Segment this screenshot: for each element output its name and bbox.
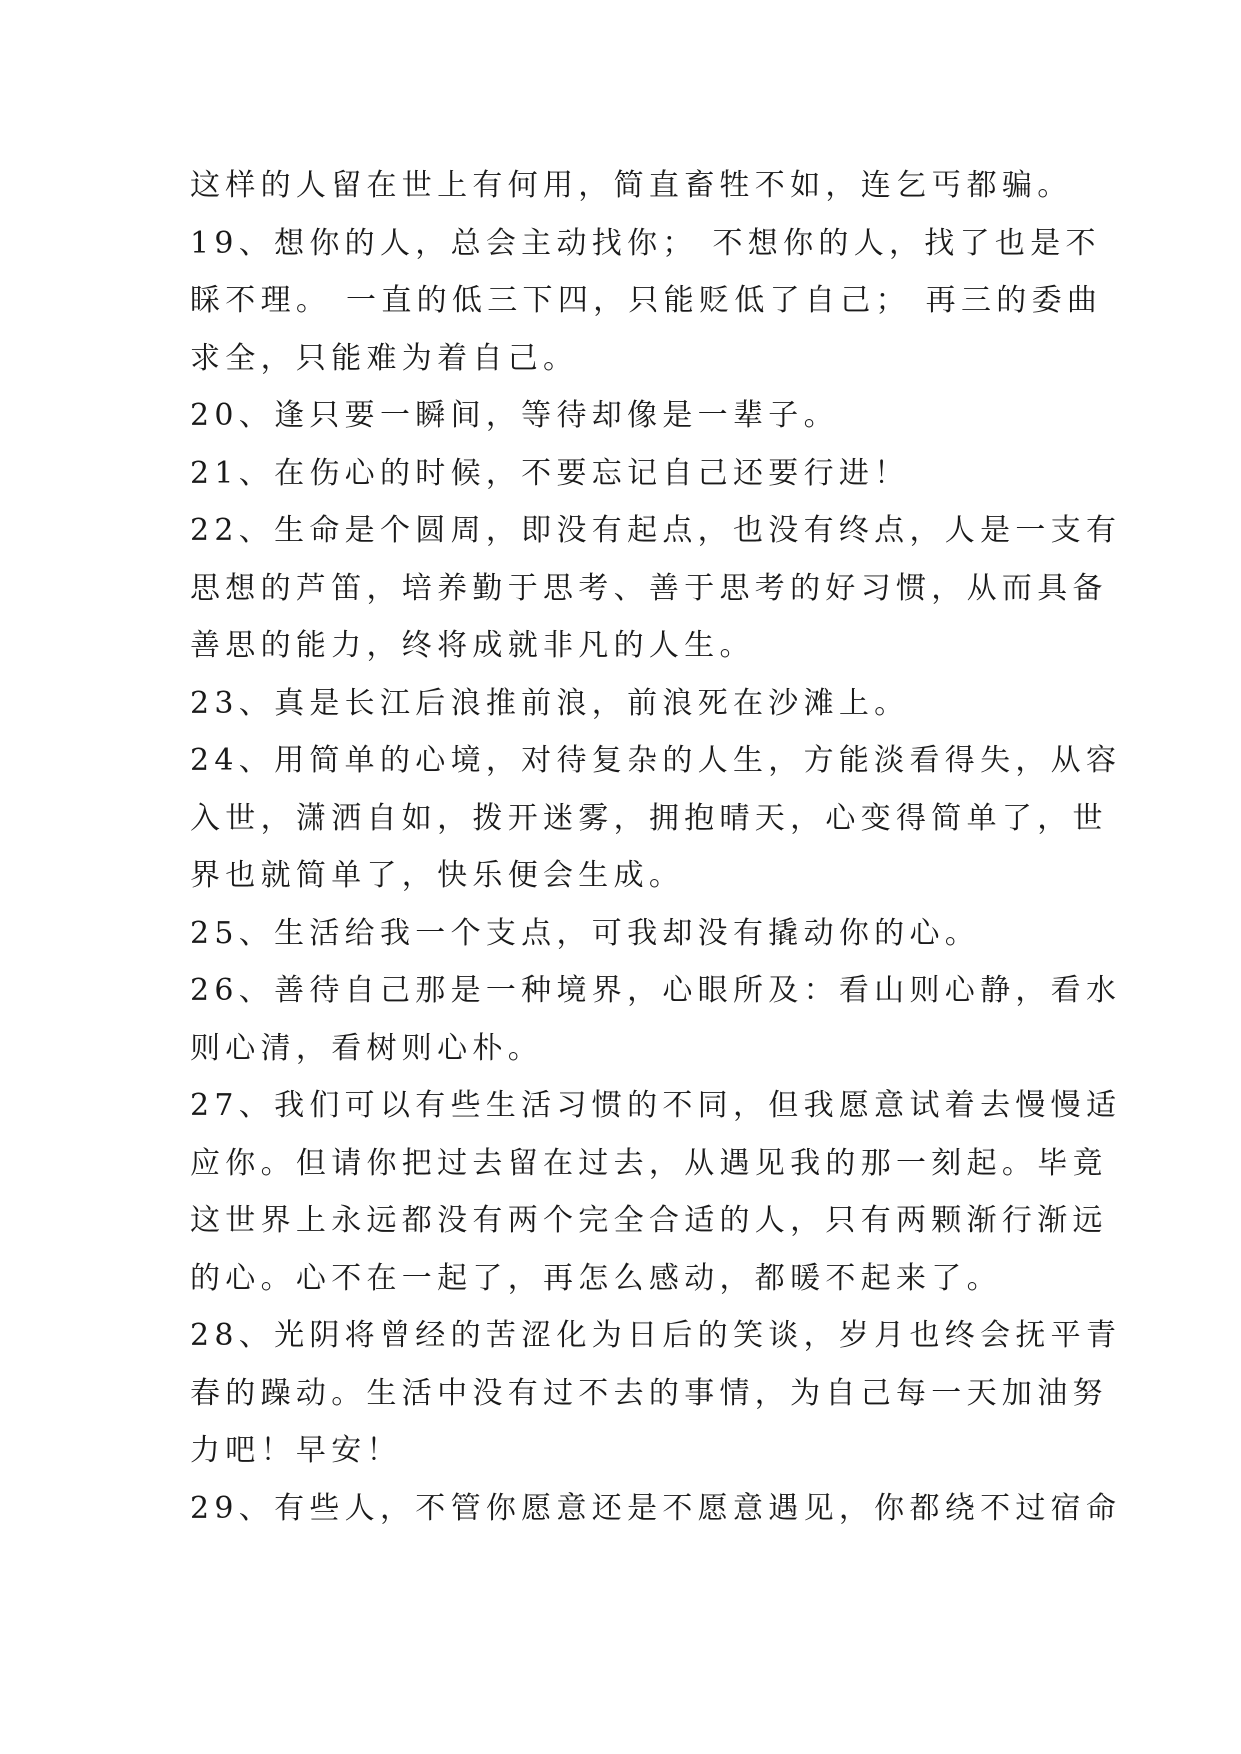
text-line: 23、真是长江后浪推前浪，前浪死在沙滩上。 — [190, 685, 910, 721]
text-line: 的心。心不在一起了，再怎么感动，都暖不起来了。 — [190, 1260, 1002, 1296]
text-line: 26、善待自己那是一种境界，心眼所及：看山则心静，看水 — [190, 973, 1122, 1008]
text-line: 思想的芦笛，培养勤于思考、善于思考的好习惯，从而具备 — [190, 570, 1108, 606]
text-line: 22、生命是个圆周，即没有起点，也没有终点，人是一支有 — [190, 513, 1122, 548]
text-line: 24、用简单的心境，对待复杂的人生，方能淡看得失，从容 — [190, 743, 1122, 778]
body-text — [190, 157, 1122, 1537]
text-line: 29、有些人，不管你愿意还是不愿意遇见，你都绕不过宿命 — [190, 1490, 1122, 1526]
text-line: 睬不理。 一直的低三下四，只能贬低了自己； 再三的委曲 — [190, 283, 1103, 318]
text-line: 则心清，看树则心朴。 — [190, 1030, 543, 1066]
text-line: 应你。但请你把过去留在过去，从遇见我的那一刻起。毕竟 — [190, 1145, 1108, 1181]
text-line: 入世，潇洒自如，拨开迷雾，拥抱晴天，心变得简单了，世 — [190, 800, 1108, 836]
text-line: 求全，只能难为着自己。 — [190, 340, 579, 376]
text-line: 这世界上永远都没有两个完全合适的人，只有两颗渐行渐远 — [190, 1203, 1108, 1238]
text-line: 春的躁动。生活中没有过不去的事情，为自己每一天加油努 — [190, 1375, 1108, 1411]
text-line: 25、生活给我一个支点，可我却没有撬动你的心。 — [190, 915, 981, 951]
text-line: 力吧！早安！ — [190, 1433, 402, 1468]
text-line: 界也就简单了，快乐便会生成。 — [190, 858, 685, 893]
text-line: 19、想你的人，总会主动找你； 不想你的人，找了也是不 — [190, 225, 1101, 261]
text-line: 20、逢只要一瞬间，等待却像是一辈子。 — [190, 398, 839, 433]
text-line: 善思的能力，终将成就非凡的人生。 — [190, 628, 755, 663]
text-line: 这样的人留在世上有何用，简直畜牲不如，连乞丐都骗。 — [190, 168, 1073, 203]
text-line: 21、在伤心的时候，不要忘记自己还要行进！ — [190, 455, 910, 491]
text-line: 28、光阴将曾经的苦涩化为日后的笑谈，岁月也终会抚平青 — [190, 1318, 1122, 1353]
text-line: 27、我们可以有些生活习惯的不同，但我愿意试着去慢慢适 — [190, 1088, 1122, 1123]
